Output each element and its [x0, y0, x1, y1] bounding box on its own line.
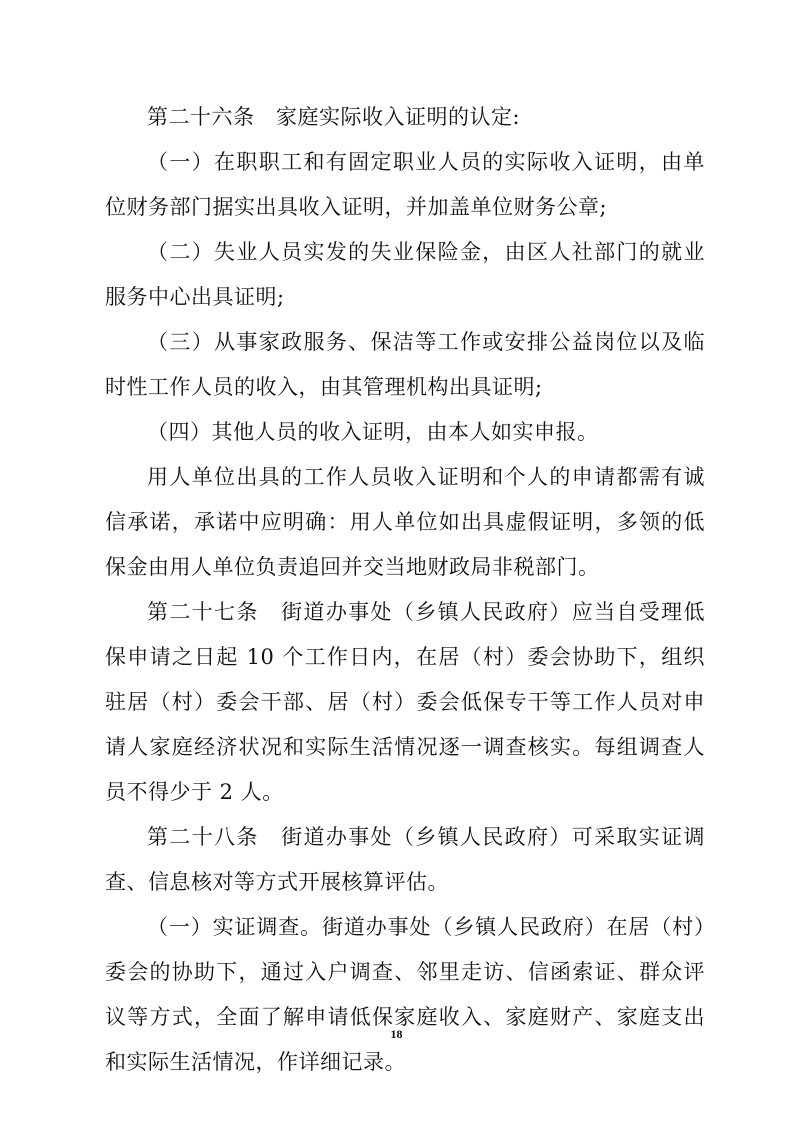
paragraph-item-3: （三）从事家政服务、保洁等工作或安排公益岗位以及临时性工作人员的收入，由其管理机构出具证明;	[105, 330, 705, 399]
paragraph-item-1: （一）在职职工和有固定职业人员的实际收入证明，由单位财务部门据实出具收入证明，并加盖单位财务公章;	[105, 150, 705, 219]
paragraph-item-4: （四）其他人员的收入证明，由本人如实申报。	[147, 420, 599, 444]
paragraph-article-28-item-1: （一）实证调查。街道办事处（乡镇人民政府）在居（村）委会的协助下，通过入户调查、邻里走访、信函索证、群众评议等方式，全面了解申请低保家庭收入、家庭财产、家庭支出和实际生活情况，作详细记录。	[105, 915, 705, 1074]
paragraph-article-27: 第二十七条 街道办事处（乡镇人民政府）应当自受理低保申请之日起 10 个工作日内，在居（村）委会协助下，组织驻居（村）委会干部、居（村）委会低保专干等工作人员对申请人家庭经济状况和实际生活情况逐一调查核实。每组调查人员不得少于 2 人。	[105, 600, 705, 804]
paragraph-item-2: （二）失业人员实发的失业保险金，由区人社部门的就业服务中心出具证明;	[105, 240, 705, 309]
document-body	[105, 95, 705, 1085]
page-number: 18	[390, 1027, 403, 1041]
paragraph-article-28: 第二十八条 街道办事处（乡镇人民政府）可采取实证调查、信息核对等方式开展核算评估。	[105, 825, 705, 894]
paragraph-employer-commitment: 用人单位出具的工作人员收入证明和个人的申请都需有诚信承诺，承诺中应明确：用人单位如出具虚假证明，多领的低保金由用人单位负责追回并交当地财政局非税部门。	[105, 465, 705, 579]
paragraph-article-26-heading: 第二十六条 家庭实际收入证明的认定:	[147, 105, 521, 129]
